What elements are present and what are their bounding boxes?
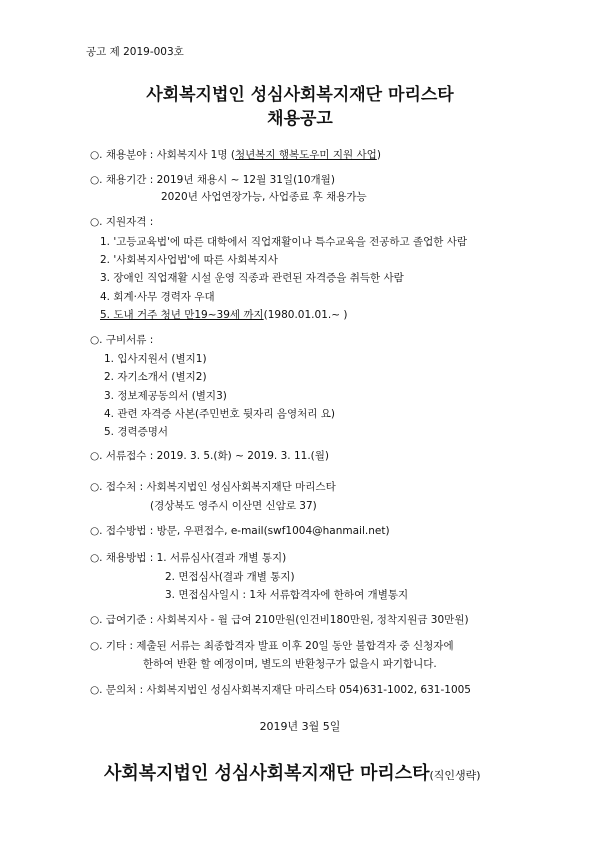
announcement-date: 2019년 3월 5일 — [259, 720, 341, 733]
selection-line-3: 3. 면접심사일시 : 1차 서류합격자에 한하여 개별통지 — [165, 589, 409, 601]
qualification-item-5-underlined: 5. 도내 거주 청년 만19~39세 까지 — [100, 309, 264, 321]
footer-org-name: 사회복지법인 성심사회복지재단 마리스타 — [104, 763, 430, 784]
qualification-item-4: 4. 회계·사무 경력자 우대 — [100, 291, 215, 303]
field-suffix: ) — [376, 149, 381, 161]
salary: ○. 급여기준 : 사회복지사 - 월 급여 210만원(인건비180만원, 정착지원금 30만원) — [90, 614, 469, 626]
contact: ○. 문의처 : 사회복지법인 성심사회복지재단 마리스타 054)631-1002, 631-1005 — [90, 684, 471, 696]
field-line — [90, 147, 381, 162]
etc-line-2: 한하여 반환 할 예정이며, 별도의 반환청구가 없을시 파기합니다. — [143, 658, 437, 670]
footer-seal-omitted: (직인생략) — [429, 769, 481, 782]
selection-line-2: 2. 면접심사(결과 개별 통지) — [165, 571, 295, 583]
documents-item-5: 5. 경력증명서 — [104, 426, 169, 438]
receipt-period: ○. 서류접수 : 2019. 3. 5.(화) ~ 2019. 3. 11.(월) — [90, 450, 329, 462]
documents-item-1: 1. 입사지원서 (별지1) — [104, 353, 207, 365]
field-project: 청년복지 행복도우미 지원 사업 — [234, 149, 377, 161]
qualification-item-5 — [100, 307, 347, 322]
receipt-method: ○. 접수방법 : 방문, 우편접수, e-mail(swf1004@hanmail.net) — [90, 525, 390, 537]
receipt-place-line-2: (경상북도 영주시 이산면 신암로 37) — [150, 500, 317, 512]
etc-line-1: ○. 기타 : 제출된 서류는 최종합격자 발표 이후 20일 동안 불합격자 중 신청자에 — [90, 640, 454, 652]
receipt-place-line-1: ○. 접수처 : 사회복지법인 성심사회복지재단 마리스타 — [90, 481, 336, 493]
field-prefix: ○. 채용분야 : 사회복지사 1명 ( — [90, 149, 235, 161]
qualification-item-3: 3. 장애인 직업재활 시설 운영 직종과 관련된 자격증을 취득한 사람 — [100, 272, 404, 284]
documents-item-4: 4. 관련 자격증 사본(주민번호 뒷자리 음영처리 요) — [104, 408, 335, 420]
qualification-item-5-rest: (1980.01.01.~ ) — [263, 309, 348, 321]
selection-line-1: ○. 채용방법 : 1. 서류심사(결과 개별 통지) — [90, 552, 287, 564]
period-line-2: 2020년 사업연장가능, 사업종료 후 채용가능 — [161, 191, 367, 203]
documents-header: ○. 구비서류 : — [90, 334, 154, 346]
notice-number: 공고 제 2019-003호 — [86, 46, 184, 58]
qualification-item-1: 1. '고등교육법'에 따른 대학에서 직업재활이나 특수교육을 전공하고 졸업한 사람 — [100, 236, 468, 248]
qualification-item-2: 2. '사회복지사업법'에 따른 사회복지사 — [100, 254, 278, 266]
title-line-2: 채용공고 — [267, 109, 333, 129]
documents-item-2: 2. 자기소개서 (별지2) — [104, 371, 207, 383]
documents-item-3: 3. 정보제공동의서 (별지3) — [104, 390, 227, 402]
qualification-header: ○. 지원자격 : — [90, 216, 154, 228]
footer-organization — [104, 759, 481, 785]
period-line-1: ○. 채용기간 : 2019년 채용시 ~ 12월 31일(10개월) — [90, 174, 335, 186]
title-line-1: 사회복지법인 성심사회복지재단 마리스타 — [146, 85, 454, 105]
